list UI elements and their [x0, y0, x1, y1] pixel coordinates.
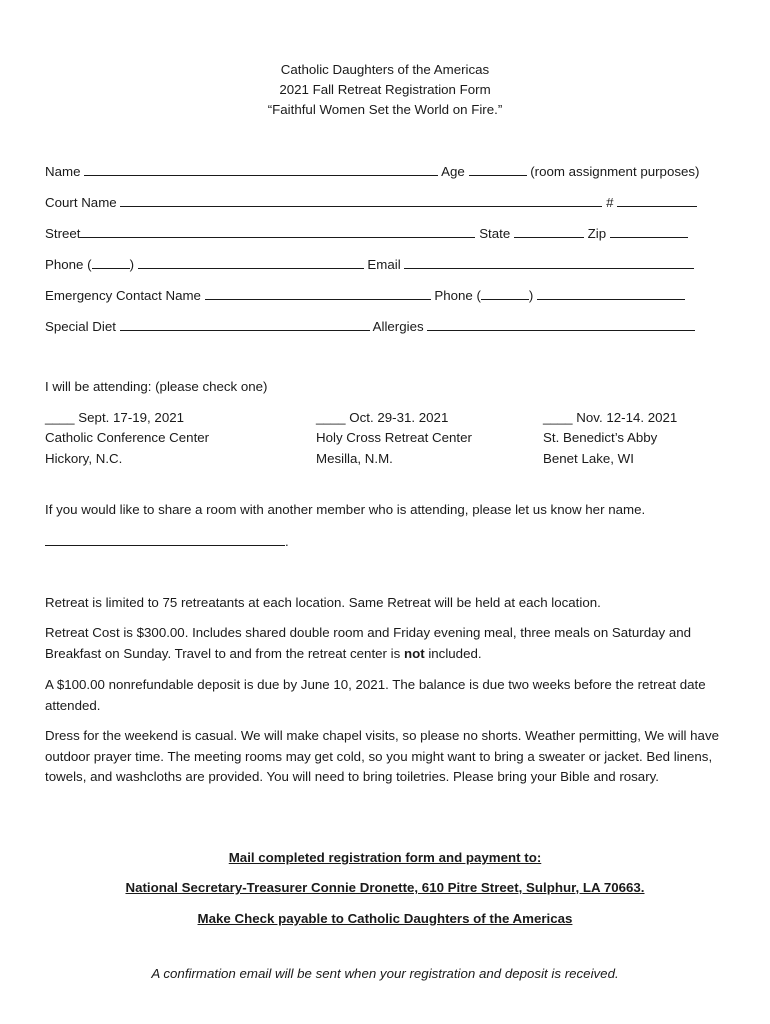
- retreat-theme: “Faithful Women Set the World on Fire.”: [267, 102, 503, 117]
- phone-number-field[interactable]: [138, 256, 364, 269]
- roommate-prompt: If you would like to share a room with another member who is attending, please let us know her name.: [45, 502, 646, 517]
- attending-option-2-venue: Holy Cross Retreat Center: [316, 430, 472, 445]
- emergency-contact-label: Emergency Contact Name: [45, 288, 201, 303]
- allergies-label: Allergies: [372, 319, 424, 334]
- phone-close: ): [129, 257, 135, 272]
- special-diet-field[interactable]: [120, 318, 370, 331]
- court-number-field[interactable]: [617, 194, 697, 207]
- emergency-row: [45, 287, 685, 304]
- court-name-label: Court Name: [45, 195, 117, 210]
- address-row: [45, 225, 688, 242]
- age-field[interactable]: [469, 163, 527, 176]
- roommate-end: .: [285, 534, 289, 549]
- zip-label: Zip: [587, 226, 607, 241]
- attending-option-2-line: [316, 410, 448, 426]
- org-name: Catholic Daughters of the Americas: [280, 62, 490, 77]
- attending-option-1-line: [45, 410, 184, 426]
- emergency-phone-area-code-field[interactable]: [481, 287, 529, 300]
- roommate-row: [45, 533, 289, 550]
- name-row: [45, 163, 699, 180]
- court-row: [45, 194, 697, 211]
- attending-option-1-checkbox[interactable]: ____: [45, 410, 75, 425]
- attending-option-3-line: [543, 410, 677, 426]
- retreat-cost-emphasis: not: [403, 645, 425, 661]
- emergency-phone-close: ): [528, 288, 534, 303]
- street-label: Street: [45, 226, 81, 241]
- form-title: 2021 Fall Retreat Registration Form: [279, 82, 491, 97]
- attending-option-2-place: Mesilla, N.M.: [316, 451, 393, 466]
- name-field[interactable]: [84, 163, 438, 176]
- attending-option-1-venue: Catholic Conference Center: [45, 430, 210, 445]
- attending-option-3-place: Benet Lake, WI: [543, 451, 634, 466]
- mailing-address: National Secretary-Treasurer Connie Dronette, 610 Pitre Street, Sulphur, LA 70663.: [125, 880, 645, 895]
- attending-prompt: I will be attending: (please check one): [45, 379, 268, 394]
- emergency-phone-label: Phone (: [434, 288, 481, 303]
- attending-option-2-checkbox[interactable]: ____: [316, 410, 346, 425]
- attending-option-3-venue: St. Benedict’s Abby: [543, 430, 658, 445]
- state-field[interactable]: [514, 225, 584, 238]
- diet-row: [45, 318, 695, 335]
- emergency-contact-field[interactable]: [205, 287, 431, 300]
- emergency-phone-field[interactable]: [537, 287, 685, 300]
- retreat-cost-part-1: Retreat Cost is $300.00. Includes shared double room and Friday evening meal, three meals on Saturday and Breakfast on Sunday. Travel to and from the retreat center is: [45, 625, 692, 661]
- allergies-field[interactable]: [427, 318, 695, 331]
- attending-option-3-dates: Nov. 12-14. 2021: [576, 410, 678, 425]
- special-diet-label: Special Diet: [45, 319, 116, 334]
- retreat-limit-text: Retreat is limited to 75 retreatants at each location. Same Retreat will be held at each location.: [45, 595, 601, 610]
- attending-option-1-place: Hickory, N.C.: [45, 451, 123, 466]
- retreat-cost-text: [45, 623, 725, 664]
- age-note: (room assignment purposes): [530, 164, 700, 179]
- zip-field[interactable]: [610, 225, 688, 238]
- court-name-field[interactable]: [120, 194, 602, 207]
- check-payable-text: Make Check payable to Catholic Daughters of the Americas: [197, 911, 573, 926]
- name-label: Name: [45, 164, 81, 179]
- email-label: Email: [367, 257, 401, 272]
- state-label: State: [479, 226, 511, 241]
- mailing-heading: Mail completed registration form and payment to:: [228, 850, 542, 865]
- age-label: Age: [441, 164, 465, 179]
- court-number-label: #: [606, 195, 614, 210]
- contact-row: [45, 256, 694, 273]
- roommate-name-field[interactable]: [45, 533, 285, 546]
- deposit-text: A $100.00 nonrefundable deposit is due by June 10, 2021. The balance is due two weeks before the retreat date attended.: [45, 677, 706, 713]
- phone-area-code-field[interactable]: [92, 256, 130, 269]
- email-field[interactable]: [404, 256, 694, 269]
- confirmation-note: A confirmation email will be sent when your registration and deposit is received.: [151, 966, 619, 981]
- attending-option-2-dates: Oct. 29-31. 2021: [349, 410, 449, 425]
- phone-label: Phone (: [45, 257, 92, 272]
- retreat-cost-part-2: included.: [424, 645, 482, 661]
- dress-code-text: Dress for the weekend is casual. We will make chapel visits, so please no shorts. Weather permitting, We will have outdoor prayer time. The meeting rooms may get cold, so you might want to bring a sweater or jacket. Bed linens, towels, and washcloths are provided. You will need to bring toiletries. Please bring your Bible and rosary.: [45, 728, 719, 784]
- attending-option-3-checkbox[interactable]: ____: [543, 410, 573, 425]
- street-field[interactable]: [80, 225, 475, 238]
- attending-option-1-dates: Sept. 17-19, 2021: [78, 410, 185, 425]
